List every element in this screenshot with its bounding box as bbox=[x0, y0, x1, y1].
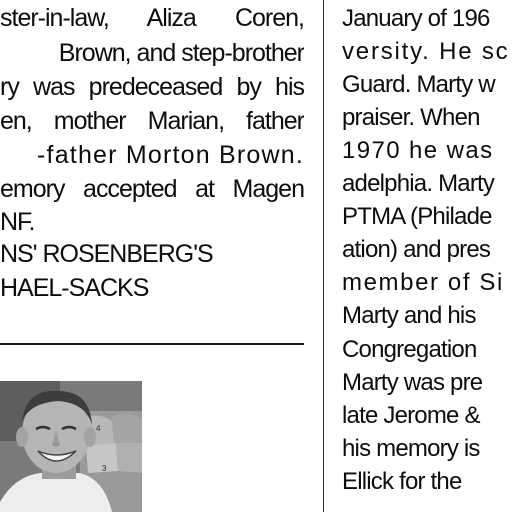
section-divider bbox=[0, 343, 304, 345]
seat-number-4: 4 bbox=[96, 424, 101, 433]
left-line-6: emory accepted at Magen bbox=[0, 175, 304, 203]
left-line-5: -father Morton Brown. bbox=[37, 141, 304, 169]
right-line-11: Congregation bbox=[342, 336, 477, 363]
obituary-photo bbox=[0, 381, 142, 512]
right-line-9: member of Si bbox=[342, 269, 504, 296]
right-line-4: praiser. When bbox=[342, 104, 480, 131]
right-line-1: January of 196 bbox=[342, 5, 490, 32]
left-column-text bbox=[0, 0, 304, 310]
right-line-7: PTMA (Philade bbox=[342, 203, 492, 230]
left-line-3: ry was predeceased by his bbox=[0, 73, 304, 101]
left-line-7: NF. bbox=[0, 208, 35, 236]
right-line-10: Marty and his bbox=[342, 302, 476, 329]
right-line-3: Guard. Marty w bbox=[342, 71, 495, 98]
left-line-4: en, mother Marian, father bbox=[0, 107, 304, 135]
right-line-5: 1970 he was bbox=[342, 137, 494, 164]
left-line-1: ster-in-law, Aliza Coren, bbox=[0, 4, 304, 32]
left-line-9: HAEL-SACKS bbox=[0, 274, 149, 302]
right-line-6: adelphia. Marty bbox=[342, 170, 495, 197]
right-line-14: his memory is bbox=[342, 435, 480, 462]
seat-number-3: 3 bbox=[102, 464, 107, 473]
left-line-8: NS' ROSENBERG'S bbox=[0, 240, 213, 268]
right-column-text bbox=[342, 0, 512, 512]
right-line-13: late Jerome & bbox=[342, 402, 480, 429]
right-line-15: Ellick for the bbox=[342, 468, 462, 495]
right-line-12: Marty was pre bbox=[342, 369, 483, 396]
left-line-2: Brown, and step-brother bbox=[58, 39, 304, 67]
column-rule bbox=[323, 0, 324, 512]
portrait-image bbox=[0, 381, 142, 512]
right-line-2: versity. He sc bbox=[342, 38, 510, 65]
right-line-8: ation) and pres bbox=[342, 236, 491, 263]
